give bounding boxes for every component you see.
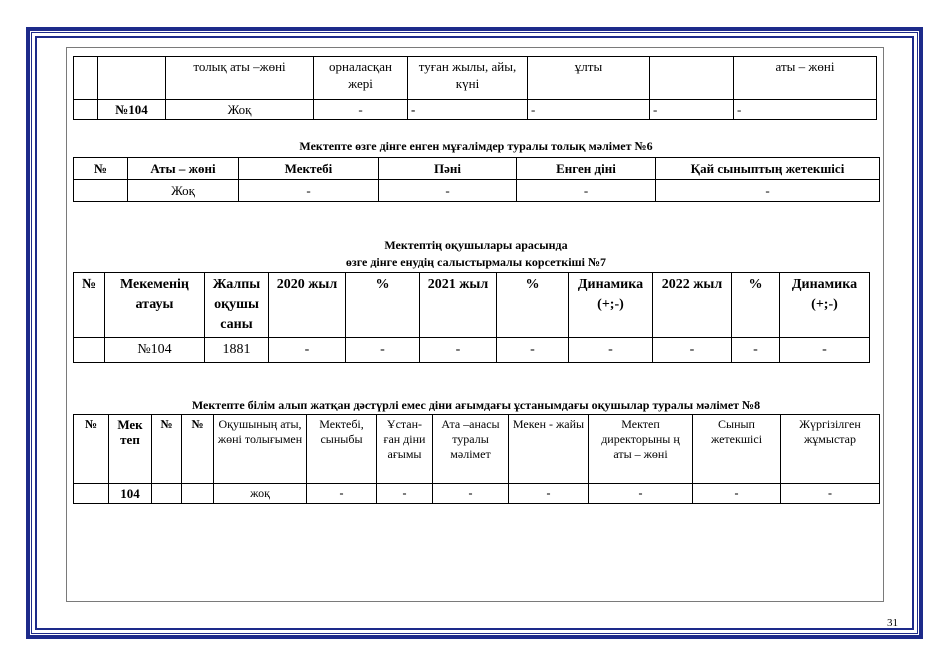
header-cell	[650, 57, 734, 100]
table-continuation	[73, 56, 877, 120]
table-students-nontraditional	[73, 414, 880, 504]
header-cell: Ұстан- ған діни ағымы	[377, 415, 433, 484]
table-cell: -	[346, 338, 420, 363]
table-cell: -	[650, 100, 734, 120]
header-cell: %	[497, 273, 569, 338]
header-cell: Жүргізілген жұмыстар	[781, 415, 880, 484]
table-cell	[152, 484, 182, 504]
table-cell: -	[653, 338, 732, 363]
table-cell: №104	[105, 338, 205, 363]
table-header-row	[74, 273, 870, 338]
table-row	[74, 484, 880, 504]
header-cell	[98, 57, 166, 100]
table-cell: Жоқ	[166, 100, 314, 120]
header-cell: Мектебі, сыныбы	[307, 415, 377, 484]
header-cell: Қай сыныптың жетекшісі	[656, 158, 880, 180]
table-cell	[182, 484, 214, 504]
table-header-row	[74, 158, 880, 180]
header-cell: Аты – жөні	[128, 158, 239, 180]
table-cell	[74, 180, 128, 202]
table-students-comparison	[73, 272, 870, 363]
table-cell: -	[433, 484, 509, 504]
header-cell: №	[74, 273, 105, 338]
table-header-row	[74, 57, 877, 100]
table-cell: 1881	[205, 338, 269, 363]
header-cell: №	[74, 158, 128, 180]
table-row	[74, 100, 877, 120]
header-cell: 2022 жыл	[653, 273, 732, 338]
table-row	[74, 180, 880, 202]
header-cell: Ата –анасы туралы мәлімет	[433, 415, 509, 484]
header-cell: Мектеп директорыны ң аты – жөні	[589, 415, 693, 484]
table-cell	[74, 338, 105, 363]
table-cell: -	[656, 180, 880, 202]
table-header-row	[74, 415, 880, 484]
header-cell: Динамика (+;-)	[780, 273, 870, 338]
table-caption: Мектепте білім алып жатқан дәстүрлі емес діни ағымдағы ұстанымдағы оқушылар туралы мәлімет №8	[191, 398, 761, 412]
header-cell: Мекеменің атауы	[105, 273, 205, 338]
header-cell: орналасқан жері	[314, 57, 408, 100]
table-cell: -	[377, 484, 433, 504]
header-cell: Мекен - жайы	[509, 415, 589, 484]
header-cell: Жалпы оқушы саны	[205, 273, 269, 338]
table-cell: Жоқ	[128, 180, 239, 202]
table-cell: жоқ	[214, 484, 307, 504]
header-cell: толық аты –жөні	[166, 57, 314, 100]
table-cell: -	[497, 338, 569, 363]
header-cell: №	[152, 415, 182, 484]
table-cell: -	[732, 338, 780, 363]
table-cell: -	[420, 338, 497, 363]
header-cell: туған жылы, айы, күні	[408, 57, 528, 100]
table-cell: №104	[98, 100, 166, 120]
table-cell: -	[408, 100, 528, 120]
header-cell: Енген діні	[517, 158, 656, 180]
table-cell: -	[528, 100, 650, 120]
header-cell: Пәні	[379, 158, 517, 180]
table-cell: -	[509, 484, 589, 504]
table-caption: Мектепте өзге дінге енген мұғалімдер туралы толық мәлімет №6	[299, 139, 653, 153]
header-cell	[74, 57, 98, 100]
header-cell: Мектебі	[239, 158, 379, 180]
table-cell: -	[307, 484, 377, 504]
table-cell: -	[589, 484, 693, 504]
table-cell: -	[379, 180, 517, 202]
page-number: 31	[887, 617, 898, 629]
table-caption-line1: Мектептің оқушылары арасында	[384, 238, 568, 252]
table-cell: -	[517, 180, 656, 202]
header-cell: Мек теп	[109, 415, 152, 484]
header-cell: Оқушының аты, жөні толығымен	[214, 415, 307, 484]
table-cell: -	[569, 338, 653, 363]
header-cell: 2021 жыл	[420, 273, 497, 338]
table-row	[74, 338, 870, 363]
header-cell: Динамика (+;-)	[569, 273, 653, 338]
table-teachers-converted	[73, 157, 880, 202]
table-cell: 104	[109, 484, 152, 504]
header-cell: №	[182, 415, 214, 484]
table-cell	[74, 484, 109, 504]
table-cell: -	[734, 100, 877, 120]
header-cell: %	[732, 273, 780, 338]
table-cell: -	[780, 338, 870, 363]
table-cell: -	[693, 484, 781, 504]
header-cell: №	[74, 415, 109, 484]
header-cell: %	[346, 273, 420, 338]
header-cell: ұлты	[528, 57, 650, 100]
table-caption-line2: өзге дінге енудің салыстырмалы корсеткіші №7	[345, 255, 607, 269]
header-cell: Сынып жетекшісі	[693, 415, 781, 484]
table-cell: -	[269, 338, 346, 363]
table-cell	[74, 100, 98, 120]
table-cell: -	[314, 100, 408, 120]
table-cell: -	[239, 180, 379, 202]
header-cell: аты – жөні	[734, 57, 877, 100]
header-cell: 2020 жыл	[269, 273, 346, 338]
table-cell: -	[781, 484, 880, 504]
